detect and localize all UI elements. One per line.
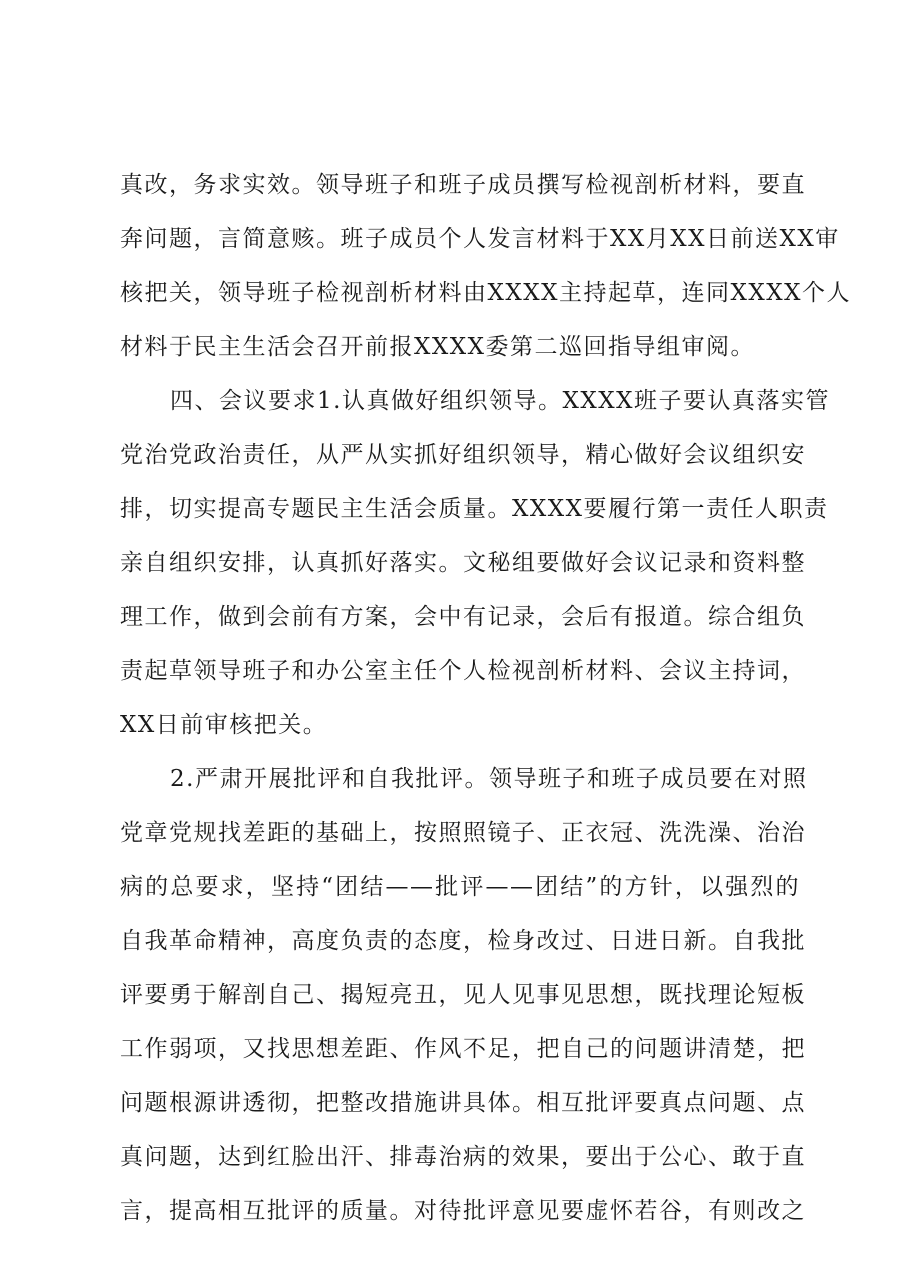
text-line: 排，切实提高专题民主生活会质量。XXXX要履行第一责任人职责 [120,496,829,522]
text-line: 四、会议要求1.认真做好组织领导。XXXX班子要认真落实管 [170,388,830,414]
text-line: 评要勇于解剖自己、揭短亮丑，见人见事见思想，既找理论短板 [120,982,806,1008]
text-line: 理工作，做到会前有方案，会中有记录，会后有报道。综合组负 [120,604,806,630]
text-line: 问题根源讲透彻，把整改措施讲具体。相互批评要真点问题、点 [120,1090,806,1116]
text-line: 党章党规找差距的基础上，按照照镜子、正衣冠、洗洗澡、治治 [120,820,806,846]
text-line: 工作弱项，又找思想差距、作风不足，把自己的问题讲清楚，把 [120,1036,806,1062]
document-body [120,158,851,1238]
text-line: 党治党政治责任，从严从实抓好组织领导，精心做好会议组织安 [120,442,806,468]
paragraph-1 [120,158,851,374]
text-line: 病的总要求，坚持“团结——批评——团结”的方针，以强烈的 [120,874,800,900]
text-line: 真问题，达到红脸出汗、排毒治病的效果，要出于公心、敢于直 [120,1144,806,1170]
text-line: 材料于民主生活会召开前报XXXX委第二巡回指导组审阅。 [120,334,755,360]
paragraph-3 [120,752,808,1238]
text-line: 奔问题，言简意赅。班子成员个人发言材料于XX月XX日前送XX审 [120,226,840,252]
text-line: 言，提高相互批评的质量。对待批评意见要虚怀若谷，有则改之 [120,1198,806,1224]
text-line: 真改，务求实效。领导班子和班子成员撰写检视剖析材料，要直 [120,172,806,198]
text-line: 亲自组织安排，认真抓好落实。文秘组要做好会议记录和资料整 [120,550,806,576]
paragraph-2 [120,374,830,752]
text-line: XX日前审核把关。 [120,712,328,738]
text-line: 自我革命精神，高度负责的态度，检身改过、日进日新。自我批 [120,928,806,954]
text-line: 责起草领导班子和办公室主任个人检视剖析材料、会议主持词， [120,658,806,684]
text-line: 2.严肃开展批评和自我批评。领导班子和班子成员要在对照 [170,766,808,792]
text-line: 核把关，领导班子检视剖析材料由XXXX主持起草，连同XXXX个人 [120,280,851,306]
